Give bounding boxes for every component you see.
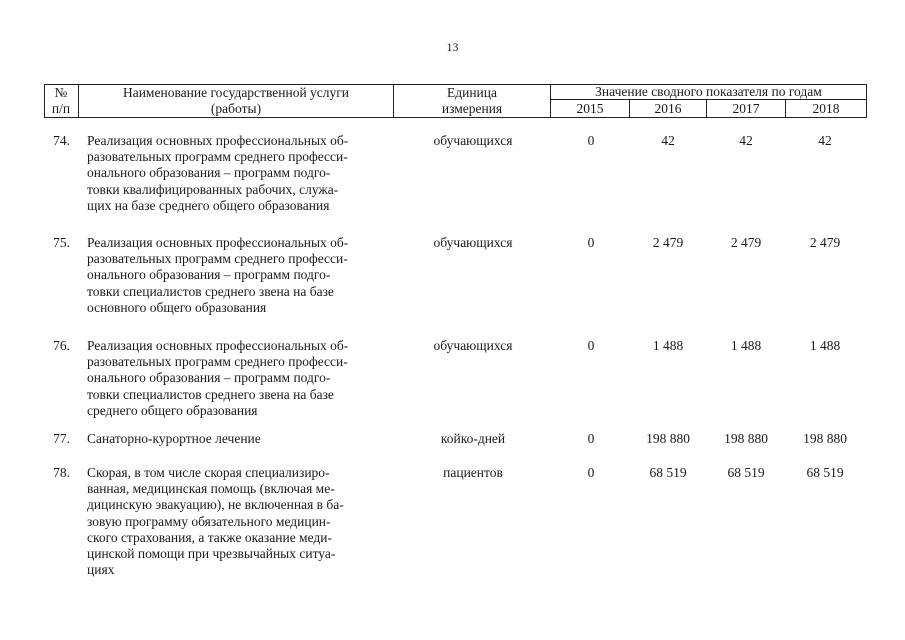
name-line: Скорая, в том числе скорая специализиро-: [87, 465, 330, 480]
value-2016: 42: [661, 133, 675, 148]
value-2015: 0: [587, 338, 595, 353]
unit-of-measure: обучающихся: [433, 338, 513, 353]
row-number: 78.: [53, 465, 70, 480]
service-name: [87, 338, 395, 419]
col-unit-line2: измерения: [441, 101, 503, 116]
value-2016: 2 479: [652, 235, 684, 250]
col-no-line2: п/п: [51, 101, 71, 116]
name-line: Санаторно-курортное лечение: [87, 431, 261, 446]
name-line: разовательных программ среднего професси-: [87, 149, 348, 165]
value-2017: 1 488: [730, 338, 762, 353]
value-2015: 0: [587, 235, 595, 250]
name-line: цинской помощи при чрезвычайных ситуа-: [87, 546, 336, 562]
year-2018: 2018: [812, 101, 840, 116]
value-2018: 68 519: [806, 465, 844, 480]
col-values-group: Значение сводного показателя по годам: [595, 84, 822, 99]
row-number: 76.: [53, 338, 70, 353]
unit-of-measure: пациентов: [443, 465, 503, 480]
value-2017: 68 519: [727, 465, 765, 480]
value-2018: 2 479: [809, 235, 841, 250]
name-line: ванная, медицинская помощь (включая ме-: [87, 481, 335, 497]
service-name: [87, 431, 395, 447]
name-line: разовательных программ среднего професси-: [87, 354, 348, 370]
name-line: онального образования – программ подго-: [87, 370, 331, 386]
value-2017: 42: [739, 133, 753, 148]
service-name: [87, 133, 395, 214]
name-line: щих на базе среднего общего образования: [87, 197, 330, 213]
year-2017: 2017: [732, 101, 760, 116]
name-line: Реализация основных профессиональных об-: [87, 235, 349, 250]
row-number: 77.: [53, 431, 70, 446]
value-2018: 1 488: [809, 338, 841, 353]
row-number: 74.: [53, 133, 70, 148]
service-name: [87, 235, 395, 316]
name-line: дицинскую эвакуацию), не включенная в ба-: [87, 497, 344, 513]
value-2018: 42: [818, 133, 832, 148]
value-2016: 198 880: [646, 431, 690, 446]
name-line: Реализация основных профессиональных об-: [87, 133, 349, 148]
name-line: товки специалистов среднего звена на базе: [87, 386, 334, 402]
name-line: основного общего образования: [87, 299, 267, 315]
value-2017: 198 880: [724, 431, 768, 446]
value-2015: 0: [587, 465, 595, 480]
unit-of-measure: обучающихся: [433, 133, 513, 148]
name-line: зовую программу обязательного медицин-: [87, 513, 331, 529]
name-line: товки специалистов среднего звена на базе: [87, 283, 334, 299]
unit-of-measure: обучающихся: [433, 235, 513, 250]
row-number: 75.: [53, 235, 70, 250]
value-2018: 198 880: [803, 431, 847, 446]
value-2016: 1 488: [652, 338, 684, 353]
col-name-line1: Наименование государственной услуги: [122, 85, 350, 100]
name-line: онального образования – программ подго-: [87, 267, 331, 283]
col-unit-line1: Единица: [446, 85, 497, 100]
name-line: товки квалифицированных рабочих, служа-: [87, 181, 339, 197]
value-2015: 0: [587, 133, 595, 148]
year-2015: 2015: [576, 101, 604, 116]
year-2016: 2016: [654, 101, 682, 116]
value-2017: 2 479: [730, 235, 762, 250]
name-line: среднего общего образования: [87, 402, 258, 418]
page-number: 13: [446, 40, 459, 54]
unit-of-measure: койко-дней: [440, 431, 506, 446]
value-2015: 0: [587, 431, 595, 446]
service-name: [87, 465, 395, 578]
name-line: Реализация основных профессиональных об-: [87, 338, 349, 353]
name-line: циях: [87, 562, 115, 578]
name-line: онального образования – программ подго-: [87, 165, 331, 181]
col-name-line2: (работы): [210, 101, 262, 116]
value-2016: 68 519: [649, 465, 687, 480]
col-no-line1: №: [54, 85, 68, 100]
name-line: ского страхования, а также оказание меди-: [87, 529, 333, 545]
name-line: разовательных программ среднего професси-: [87, 251, 348, 267]
